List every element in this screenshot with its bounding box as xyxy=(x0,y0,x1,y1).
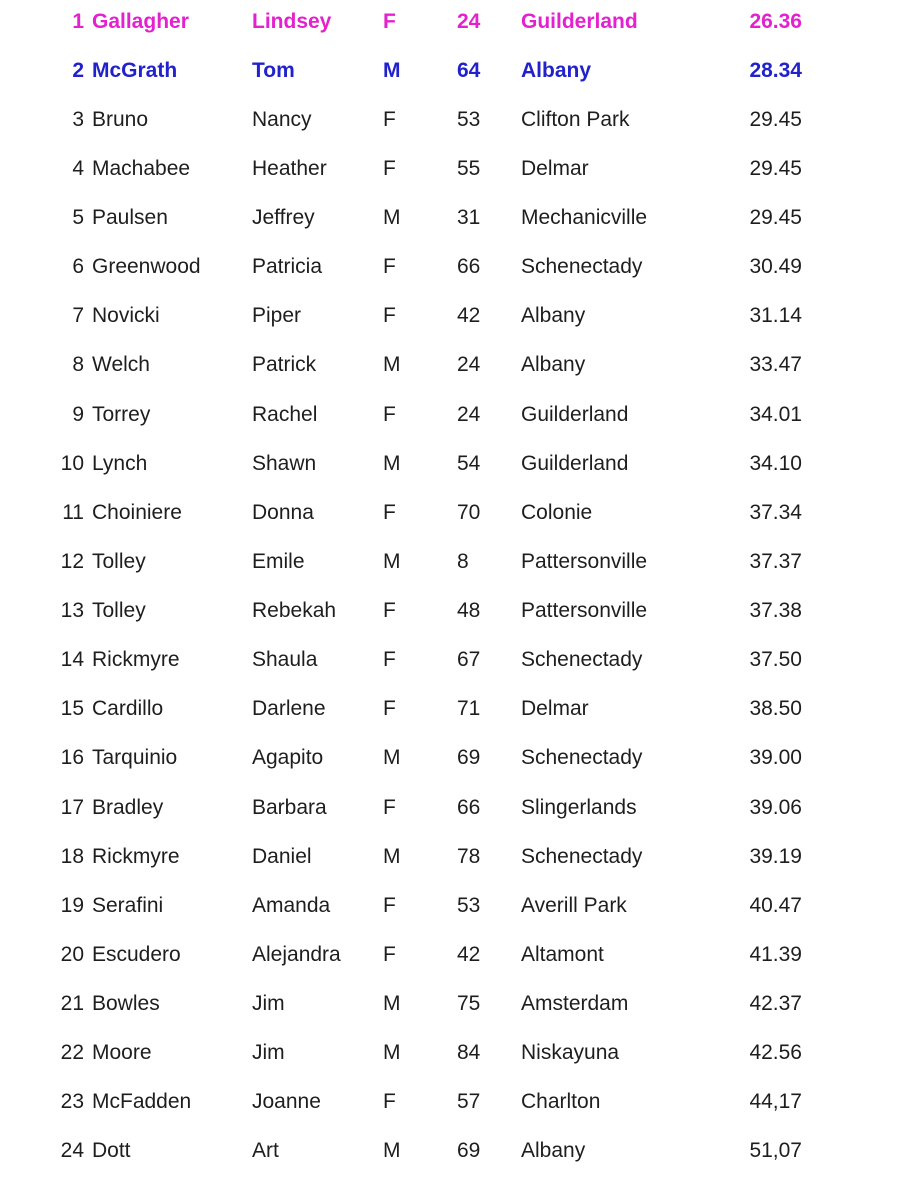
last-name-cell: Escudero xyxy=(92,942,181,966)
place-cell: 19 xyxy=(60,893,84,917)
city-cell: Altamont xyxy=(521,942,604,966)
first-name-cell: Donna xyxy=(252,500,314,524)
gender-cell: M xyxy=(383,844,401,868)
last-name-cell: Bradley xyxy=(92,795,164,819)
time-cell: 33.47 xyxy=(749,353,802,377)
gender-cell: F xyxy=(383,697,396,721)
city-cell: Guilderland xyxy=(521,402,629,426)
gender-cell: M xyxy=(383,746,401,770)
first-name-cell: Agapito xyxy=(252,746,324,770)
gender-cell: M xyxy=(383,353,401,377)
gender-cell: F xyxy=(383,893,396,917)
table-row xyxy=(0,243,920,292)
first-name-cell: Jeffrey xyxy=(252,206,315,230)
last-name-cell: Greenwood xyxy=(92,255,201,279)
city-cell: Albany xyxy=(521,304,586,328)
gender-cell: F xyxy=(383,500,396,524)
age-cell: 31 xyxy=(457,206,481,230)
last-name-cell: Novicki xyxy=(92,304,160,328)
first-name-cell: Daniel xyxy=(252,844,312,868)
city-cell: Albany xyxy=(521,1139,586,1163)
place-cell: 3 xyxy=(72,107,84,131)
last-name-cell: Dott xyxy=(92,1139,131,1163)
age-cell: 57 xyxy=(457,1090,481,1114)
age-cell: 69 xyxy=(457,1139,481,1163)
city-cell: Guilderland xyxy=(521,451,629,475)
last-name-cell: Welch xyxy=(92,353,150,377)
table-row xyxy=(0,832,920,881)
table-row xyxy=(0,95,920,144)
place-cell: 24 xyxy=(60,1139,84,1163)
city-cell: Pattersonville xyxy=(521,599,648,623)
time-cell: 34.10 xyxy=(749,451,802,475)
gender-cell: F xyxy=(383,107,396,131)
table-row xyxy=(0,46,920,95)
table-row xyxy=(0,734,920,783)
city-cell: Schenectady xyxy=(521,746,643,770)
place-cell: 23 xyxy=(60,1090,84,1114)
place-cell: 9 xyxy=(72,402,84,426)
table-row xyxy=(0,636,920,685)
last-name-cell: Rickmyre xyxy=(92,648,180,672)
age-cell: 24 xyxy=(457,402,481,426)
first-name-cell: Alejandra xyxy=(252,942,341,966)
place-cell: 17 xyxy=(60,795,84,819)
gender-cell: F xyxy=(383,304,396,328)
time-cell: 44,17 xyxy=(749,1090,802,1114)
age-cell: 67 xyxy=(457,648,481,672)
first-name-cell: Jim xyxy=(252,992,285,1016)
last-name-cell: Serafini xyxy=(92,893,164,917)
place-cell: 1 xyxy=(72,9,84,33)
city-cell: Amsterdam xyxy=(521,992,629,1016)
gender-cell: F xyxy=(383,942,396,966)
last-name-cell: Rickmyre xyxy=(92,844,180,868)
first-name-cell: Patrick xyxy=(252,353,317,377)
first-name-cell: Shaula xyxy=(252,648,318,672)
time-cell: 39.19 xyxy=(749,844,802,868)
age-cell: 70 xyxy=(457,500,481,524)
city-cell: Delmar xyxy=(521,156,589,180)
gender-cell: F xyxy=(383,795,396,819)
gender-cell: F xyxy=(383,1090,396,1114)
age-cell: 55 xyxy=(457,156,481,180)
place-cell: 22 xyxy=(60,1041,84,1065)
last-name-cell: McGrath xyxy=(92,58,178,82)
gender-cell: M xyxy=(383,58,401,82)
city-cell: Mechanicville xyxy=(521,206,648,230)
place-cell: 16 xyxy=(60,746,84,770)
last-name-cell: Tolley xyxy=(92,549,146,573)
gender-cell: M xyxy=(383,451,401,475)
first-name-cell: Patricia xyxy=(252,255,323,279)
first-name-cell: Piper xyxy=(252,304,302,328)
place-cell: 14 xyxy=(60,648,84,672)
first-name-cell: Emile xyxy=(252,549,305,573)
place-cell: 20 xyxy=(60,942,84,966)
place-cell: 13 xyxy=(60,599,84,623)
first-name-cell: Rachel xyxy=(252,402,318,426)
age-cell: 75 xyxy=(457,992,481,1016)
time-cell: 39.06 xyxy=(749,795,802,819)
first-name-cell: Rebekah xyxy=(252,599,337,623)
time-cell: 29.45 xyxy=(749,156,802,180)
time-cell: 38.50 xyxy=(749,697,802,721)
city-cell: Delmar xyxy=(521,697,589,721)
age-cell: 54 xyxy=(457,451,481,475)
age-cell: 53 xyxy=(457,893,481,917)
city-cell: Albany xyxy=(521,353,586,377)
table-row xyxy=(0,194,920,243)
last-name-cell: Gallagher xyxy=(92,9,189,33)
city-cell: Slingerlands xyxy=(521,795,637,819)
place-cell: 4 xyxy=(72,156,84,180)
table-row xyxy=(0,980,920,1029)
first-name-cell: Nancy xyxy=(252,107,312,131)
table-row xyxy=(0,685,920,734)
age-cell: 84 xyxy=(457,1041,481,1065)
last-name-cell: McFadden xyxy=(92,1090,192,1114)
age-cell: 64 xyxy=(457,58,481,82)
time-cell: 42.37 xyxy=(749,992,802,1016)
city-cell: Schenectady xyxy=(521,844,643,868)
time-cell: 37.34 xyxy=(749,500,802,524)
table-row xyxy=(0,488,920,537)
gender-cell: F xyxy=(383,599,396,623)
city-cell: Colonie xyxy=(521,500,593,524)
gender-cell: M xyxy=(383,1139,401,1163)
table-row xyxy=(0,1078,920,1127)
gender-cell: F xyxy=(383,255,396,279)
first-name-cell: Amanda xyxy=(252,893,331,917)
table-row xyxy=(0,390,920,439)
time-cell: 26.36 xyxy=(749,9,802,33)
city-cell: Albany xyxy=(521,58,592,82)
time-cell: 42.56 xyxy=(749,1041,802,1065)
table-row xyxy=(0,587,920,636)
age-cell: 69 xyxy=(457,746,481,770)
last-name-cell: Tarquinio xyxy=(92,746,178,770)
gender-cell: M xyxy=(383,206,401,230)
place-cell: 5 xyxy=(72,206,84,230)
last-name-cell: Lynch xyxy=(92,451,148,475)
place-cell: 11 xyxy=(62,500,84,524)
city-cell: Niskayuna xyxy=(521,1041,620,1065)
last-name-cell: Cardillo xyxy=(92,697,164,721)
place-cell: 10 xyxy=(60,451,84,475)
time-cell: 41.39 xyxy=(749,942,802,966)
time-cell: 37.50 xyxy=(749,648,802,672)
time-cell: 29.45 xyxy=(749,206,802,230)
first-name-cell: Tom xyxy=(252,58,295,82)
last-name-cell: Choiniere xyxy=(92,500,182,524)
age-cell: 8 xyxy=(457,549,469,573)
table-row xyxy=(0,292,920,341)
time-cell: 31.14 xyxy=(749,304,802,328)
table-row xyxy=(0,144,920,193)
last-name-cell: Torrey xyxy=(92,402,151,426)
table-row xyxy=(0,341,920,390)
age-cell: 71 xyxy=(457,697,481,721)
place-cell: 18 xyxy=(60,844,84,868)
place-cell: 6 xyxy=(72,255,84,279)
time-cell: 37.38 xyxy=(749,599,802,623)
table-row xyxy=(0,881,920,930)
city-cell: Schenectady xyxy=(521,255,643,279)
age-cell: 66 xyxy=(457,255,481,279)
city-cell: Clifton Park xyxy=(521,107,630,131)
city-cell: Charlton xyxy=(521,1090,601,1114)
time-cell: 34.01 xyxy=(749,402,802,426)
time-cell: 39.00 xyxy=(749,746,802,770)
first-name-cell: Joanne xyxy=(252,1090,321,1114)
city-cell: Pattersonville xyxy=(521,549,648,573)
first-name-cell: Jim xyxy=(252,1041,285,1065)
gender-cell: F xyxy=(383,648,396,672)
place-cell: 15 xyxy=(60,697,84,721)
gender-cell: M xyxy=(383,1041,401,1065)
city-cell: Averill Park xyxy=(521,893,627,917)
last-name-cell: Bruno xyxy=(92,107,149,131)
age-cell: 66 xyxy=(457,795,481,819)
age-cell: 53 xyxy=(457,107,481,131)
table-row xyxy=(0,783,920,832)
place-cell: 12 xyxy=(60,549,84,573)
gender-cell: F xyxy=(383,9,396,33)
last-name-cell: Bowles xyxy=(92,992,160,1016)
time-cell: 40.47 xyxy=(749,893,802,917)
age-cell: 24 xyxy=(457,353,481,377)
age-cell: 24 xyxy=(457,9,481,33)
place-cell: 2 xyxy=(72,58,84,82)
first-name-cell: Darlene xyxy=(252,697,326,721)
table-row xyxy=(0,1029,920,1078)
table-row xyxy=(0,930,920,979)
first-name-cell: Barbara xyxy=(252,795,327,819)
age-cell: 42 xyxy=(457,304,481,328)
time-cell: 28.34 xyxy=(749,58,802,82)
age-cell: 78 xyxy=(457,844,481,868)
last-name-cell: Moore xyxy=(92,1041,152,1065)
table-row xyxy=(0,537,920,586)
gender-cell: M xyxy=(383,549,401,573)
table-row xyxy=(0,439,920,488)
place-cell: 8 xyxy=(72,353,84,377)
place-cell: 21 xyxy=(60,992,84,1016)
table-row xyxy=(0,1127,920,1176)
time-cell: 51,07 xyxy=(749,1139,802,1163)
first-name-cell: Lindsey xyxy=(252,9,332,33)
first-name-cell: Heather xyxy=(252,156,327,180)
city-cell: Schenectady xyxy=(521,648,643,672)
gender-cell: F xyxy=(383,402,396,426)
last-name-cell: Machabee xyxy=(92,156,191,180)
first-name-cell: Shawn xyxy=(252,451,317,475)
gender-cell: M xyxy=(383,992,401,1016)
age-cell: 48 xyxy=(457,599,481,623)
time-cell: 29.45 xyxy=(749,107,802,131)
time-cell: 30.49 xyxy=(749,255,802,279)
age-cell: 42 xyxy=(457,942,481,966)
place-cell: 7 xyxy=(72,304,84,328)
gender-cell: F xyxy=(383,156,396,180)
last-name-cell: Paulsen xyxy=(92,206,168,230)
first-name-cell: Art xyxy=(252,1139,279,1163)
table-row xyxy=(0,0,920,46)
last-name-cell: Tolley xyxy=(92,599,146,623)
city-cell: Guilderland xyxy=(521,9,638,33)
time-cell: 37.37 xyxy=(749,549,802,573)
